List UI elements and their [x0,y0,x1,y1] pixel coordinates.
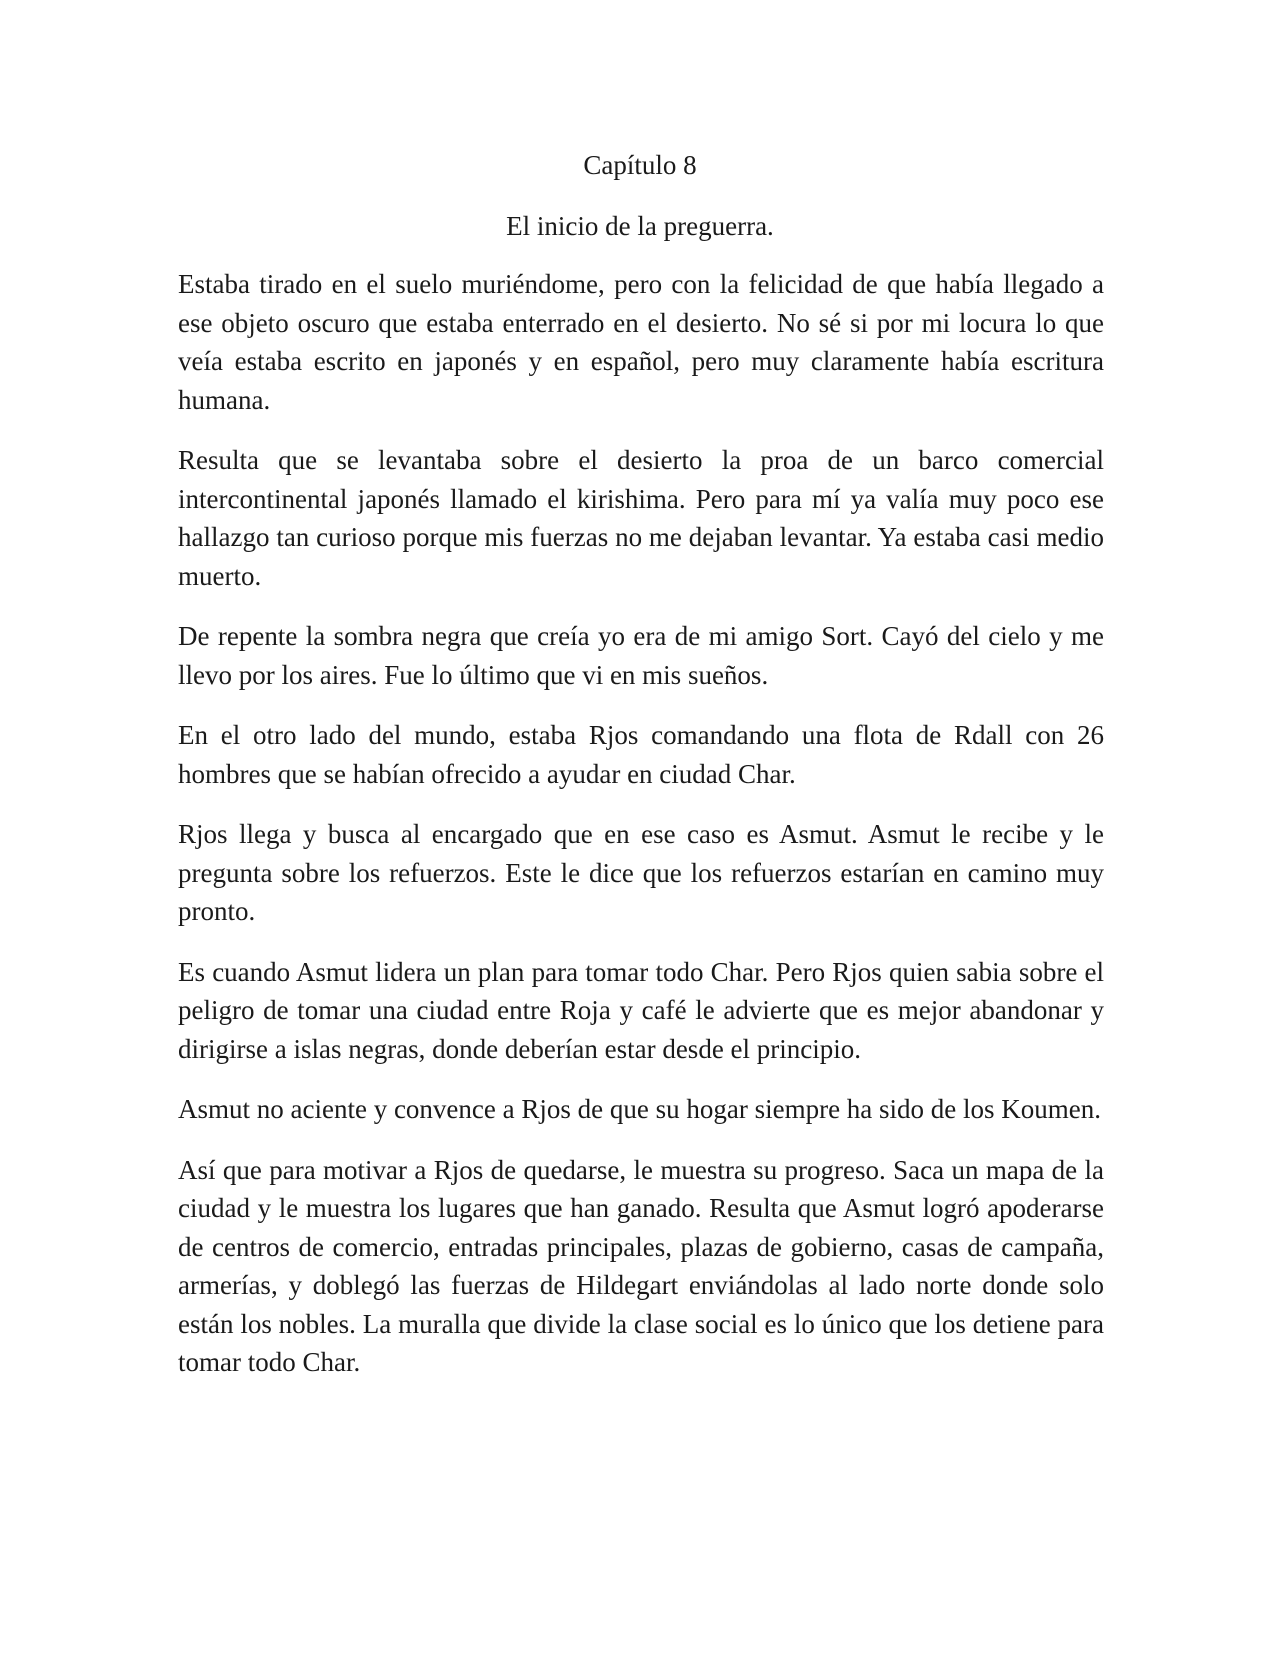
chapter-title: Capítulo 8 [583,150,697,180]
paragraph: Rjos llega y busca al encargado que en ese caso es Asmut. Asmut le recibe y le pregunta sobre los refuerzos. Este le dice que los refuerzos estarían en camino muy pronto. [178,819,1104,926]
paragraph: En el otro lado del mundo, estaba Rjos comandando una flota de Rdall con 26 hombres que se habían ofrecido a ayudar en ciudad Char. [178,720,1104,789]
paragraph: Resulta que se levantaba sobre el desierto la proa de un barco comercial intercontinental japonés llamado el kirishima. Pero para mí ya valía muy poco ese hallazgo tan curioso porque mis fuerzas no me dejaban levantar. Ya estaba casi medio muerto. [178,445,1104,591]
paragraph: Asmut no aciente y convence a Rjos de que su hogar siempre ha sido de los Koumen. [178,1094,1102,1124]
paragraph: Así que para motivar a Rjos de quedarse, le muestra su progreso. Saca un mapa de la ciudad y le muestra los lugares que han ganado. Resulta que Asmut logró apoderarse de centros de comercio, entradas principales, plazas de gobierno, casas de campaña, armerías, y doblegó las fuerzas de Hildegart enviándolas al lado norte donde solo están los nobles. La muralla que divide la clase social es lo único que los detiene para tomar todo Char. [178,1154,1104,1377]
paragraph: Es cuando Asmut lidera un plan para tomar todo Char. Pero Rjos quien sabia sobre el peligro de tomar una ciudad entre Roja y café le advierte que es mejor abandonar y dirigirse a islas negras, donde deberían estar desde el principio. [178,956,1104,1064]
chapter-subtitle: El inicio de la preguerra. [506,211,774,241]
chapter-body [178,265,1104,1404]
paragraph: De repente la sombra negra que creía yo era de mi amigo Sort. Cayó del cielo y me llevo por los aires. Fue lo último que vi en mis sueños. [178,621,1104,690]
paragraph: Estaba tirado en el suelo muriéndome, pero con la felicidad de que había llegado a ese objeto oscuro que estaba enterrado en el desierto. No sé si por mi locura lo que veía estaba escrito en japonés y en español, pero muy claramente había escritura humana. [178,269,1104,415]
